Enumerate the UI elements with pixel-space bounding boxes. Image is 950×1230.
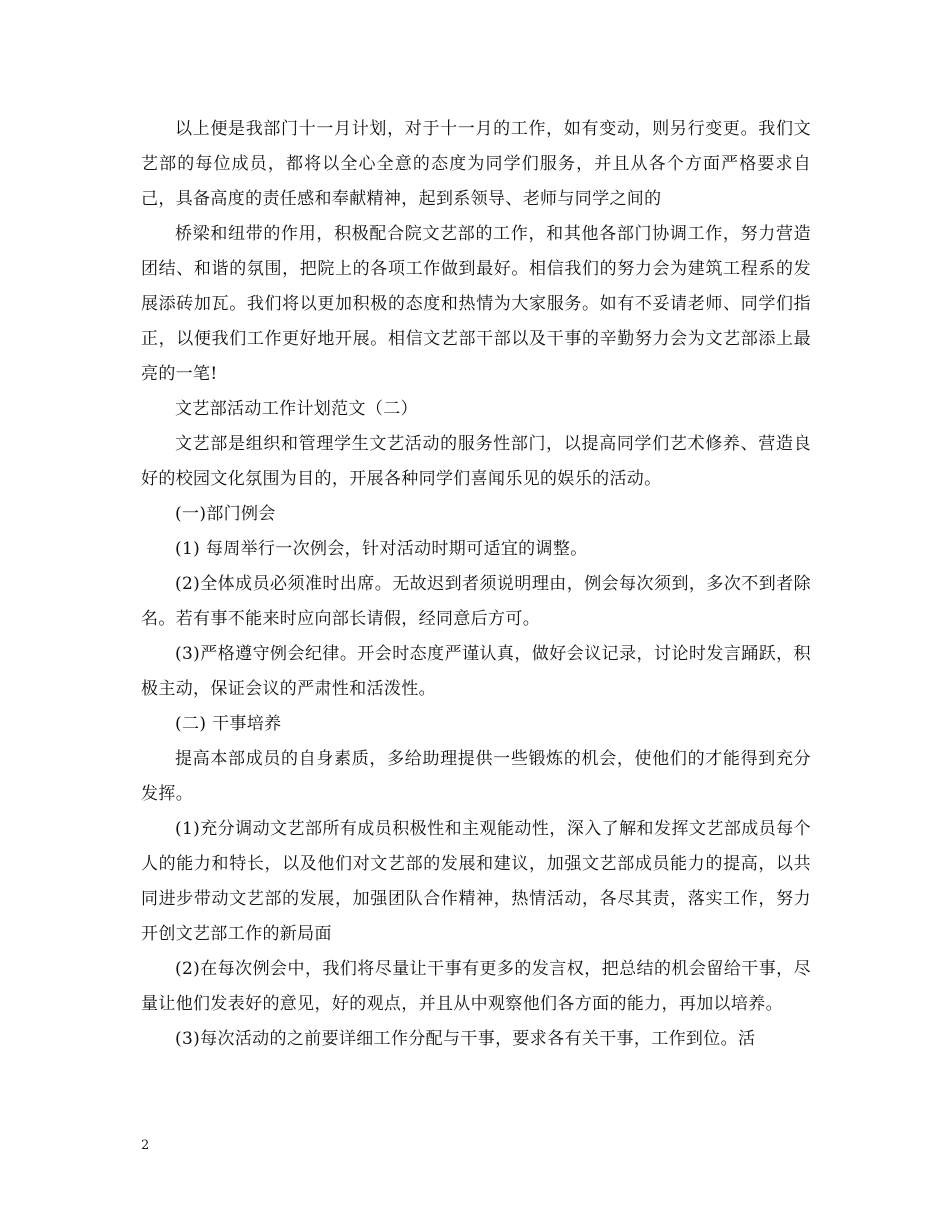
- list-item: (2)全体成员必须准时出席。无故迟到者须说明理由，例会每次须到，多次不到者除名。若有事不能来时应向部长请假，经同意后方可。: [141, 574, 811, 629]
- document-body: [141, 112, 811, 1057]
- list-item: (2)在每次例会中，我们将尽量让干事有更多的发言权，把总结的机会留给干事，尽量让他们发表好的意见，好的观点，并且从中观察他们各方面的能力，再加以培养。: [141, 959, 811, 1014]
- paragraph: 桥梁和纽带的作用，积极配合院文艺部的工作，和其他各部门协调工作，努力营造团结、和谐的氛围，把院上的各项工作做到最好。相信我们的努力会为建筑工程系的发展添砖加瓦。我们将以更加积极的态度和热情为大家服务。如有不妥请老师、同学们指正，以便我们工作更好地开展。相信文艺部干部以及干事的辛勤努力会为文艺部添上最亮的一笔!: [141, 224, 811, 384]
- list-item: (1) 每周举行一次例会，针对活动时期可适宜的调整。: [175, 539, 588, 559]
- list-item: (1)充分调动文艺部所有成员积极性和主观能动性，深入了解和发挥文艺部成员每个人的能力和特长，以及他们对文艺部的发展和建议，加强文艺部成员能力的提高，以共同进步带动文艺部的发展，加强团队合作精神，热情活动，各尽其责，落实工作，努力开创文艺部工作的新局面: [141, 819, 811, 944]
- subsection-heading: (一)部门例会: [175, 504, 276, 524]
- subsection-heading: (二) 干事培养: [175, 714, 282, 734]
- section-heading: 文艺部活动工作计划范文（二）: [175, 399, 418, 419]
- list-item: (3)每次活动的之前要详细工作分配与干事，要求各有关干事，工作到位。活: [175, 1029, 756, 1049]
- list-item: (3)严格遵守例会纪律。开会时态度严谨认真，做好会议记录，讨论时发言踊跃，积极主动，保证会议的严肃性和活泼性。: [141, 644, 811, 699]
- page-number: 2: [141, 1138, 150, 1153]
- paragraph: 提高本部成员的自身素质，多给助理提供一些锻炼的机会，使他们的才能得到充分发挥。: [141, 749, 811, 804]
- paragraph: 以上便是我部门十一月计划，对于十一月的工作，如有变动，则另行变更。我们文艺部的每位成员，都将以全心全意的态度为同学们服务，并且从各个方面严格要求自己，具备高度的责任感和奉献精神，起到系领导、老师与同学之间的: [141, 119, 811, 209]
- paragraph: 文艺部是组织和管理学生文艺活动的服务性部门，以提高同学们艺术修养、营造良好的校园文化氛围为目的，开展各种同学们喜闻乐见的娱乐的活动。: [141, 434, 811, 489]
